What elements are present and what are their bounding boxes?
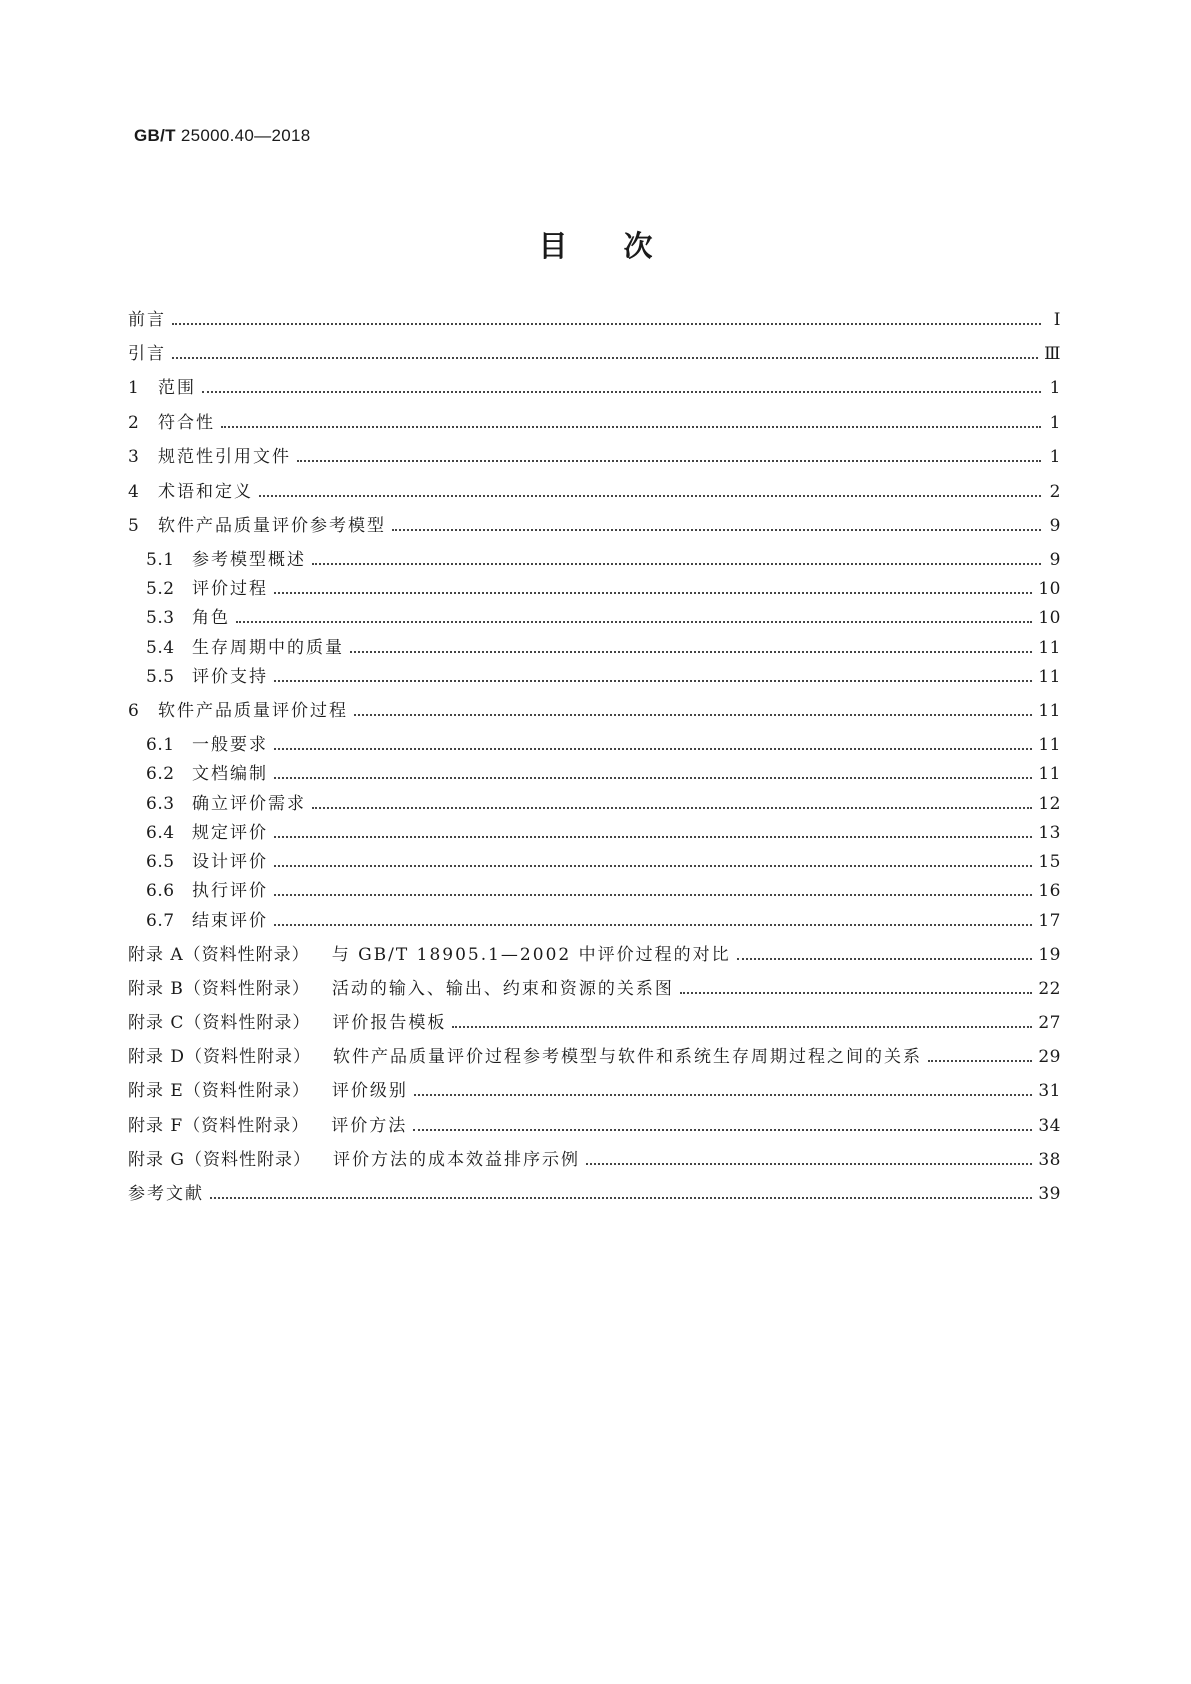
toc-entry[interactable] xyxy=(146,545,1061,571)
toc-entry[interactable] xyxy=(128,408,1061,434)
toc-entry[interactable] xyxy=(128,373,1061,399)
toc-entry[interactable] xyxy=(128,1076,1061,1102)
toc-entry-number: 附录 C（资料性附录） xyxy=(128,1013,311,1033)
toc-entry[interactable] xyxy=(146,633,1061,659)
toc-entry-text: 引言 xyxy=(128,344,166,364)
toc-entry-text: 活动的输入、输出、约束和资源的关系图 xyxy=(331,979,674,999)
toc-page-number: 1 xyxy=(1049,447,1061,467)
toc-entry-text: 软件产品质量评价参考模型 xyxy=(158,516,386,536)
toc-entry-label xyxy=(128,1149,580,1171)
toc-entry-text: 规范性引用文件 xyxy=(158,447,291,467)
toc-entry-number: 4 xyxy=(128,482,140,502)
toc-entry-text: 评价支持 xyxy=(192,667,268,687)
toc-entry-number: 5.4 xyxy=(146,638,175,658)
toc-entry-text: 前言 xyxy=(128,310,166,330)
toc-leader-dots xyxy=(354,713,1032,716)
toc-entry[interactable] xyxy=(128,1008,1061,1034)
toc-entry-text: 结束评价 xyxy=(192,911,268,931)
toc-page-number: 11 xyxy=(1038,701,1061,721)
toc-entry-label xyxy=(128,1115,407,1137)
toc-entry-label xyxy=(128,515,386,537)
toc-page-number: 29 xyxy=(1038,1047,1061,1067)
toc-leader-dots xyxy=(392,528,1041,531)
toc-entry-number: 附录 G（资料性附录） xyxy=(128,1150,311,1170)
toc-page-number: 11 xyxy=(1038,667,1061,687)
toc-entry-label xyxy=(146,910,268,932)
toc-entry[interactable] xyxy=(146,847,1061,873)
toc-entry-text: 与 GB/T 18905.1—2002 中评价过程的对比 xyxy=(331,945,731,965)
toc-entry-number: 2 xyxy=(128,413,140,433)
toc-entry-label xyxy=(128,1012,446,1034)
toc-entry-text: 角色 xyxy=(192,608,230,628)
toc-entry[interactable] xyxy=(146,574,1061,600)
toc-entry-number: 6.1 xyxy=(146,735,175,755)
toc-page-number: 2 xyxy=(1049,482,1061,502)
toc-leader-dots xyxy=(274,835,1032,838)
toc-page-number: 15 xyxy=(1038,852,1061,872)
toc-page-number: 38 xyxy=(1038,1150,1061,1170)
toc-page-number: 9 xyxy=(1049,550,1061,570)
toc-entry-label xyxy=(128,481,253,503)
toc-entry-label xyxy=(146,793,306,815)
toc-entry-number: 5.1 xyxy=(146,550,175,570)
toc-entry-label xyxy=(128,446,291,468)
toc-page-number: 19 xyxy=(1038,945,1061,965)
toc-entry[interactable] xyxy=(146,876,1061,902)
toc-entry-text: 文档编制 xyxy=(192,764,268,784)
toc-leader-dots xyxy=(274,923,1032,926)
toc-page-number: Ⅲ xyxy=(1044,344,1061,364)
toc-leader-dots xyxy=(274,591,1032,594)
toc-entry-number: 6 xyxy=(128,701,140,721)
toc-entry-number: 6.2 xyxy=(146,764,175,784)
toc-page-number: 1 xyxy=(1049,413,1061,433)
standard-prefix: GB/T xyxy=(134,126,176,145)
toc-page-number: 31 xyxy=(1038,1081,1061,1101)
toc-entry-label xyxy=(128,700,348,722)
toc-entry-text: 评价方法 xyxy=(331,1116,408,1136)
toc-entry-number: 6.3 xyxy=(146,794,175,814)
toc-leader-dots xyxy=(210,1196,1032,1199)
standard-number: 25000.40—2018 xyxy=(180,126,311,145)
toc-entry-number: 6.4 xyxy=(146,823,175,843)
toc-leader-dots xyxy=(413,1128,1032,1131)
toc-leader-dots xyxy=(928,1059,1032,1062)
toc-entry[interactable] xyxy=(128,1111,1061,1137)
toc-leader-dots xyxy=(274,776,1032,779)
toc-entry-label xyxy=(146,763,268,785)
toc-leader-dots xyxy=(350,650,1032,653)
toc-entry[interactable] xyxy=(128,940,1061,966)
toc-entry-label xyxy=(146,666,268,688)
toc-entry[interactable] xyxy=(146,603,1061,629)
toc-entry-number: 6.6 xyxy=(146,881,175,901)
toc-entry[interactable] xyxy=(128,339,1061,365)
toc-entry-text: 参考文献 xyxy=(128,1184,204,1204)
toc-page-number: 22 xyxy=(1038,979,1061,999)
toc-entry-label xyxy=(128,343,166,365)
toc-leader-dots xyxy=(680,991,1032,994)
toc-entry[interactable] xyxy=(146,730,1061,756)
toc-entry-label xyxy=(146,851,268,873)
toc-entry-number: 附录 E（资料性附录） xyxy=(128,1081,310,1101)
toc-entry-number: 5.2 xyxy=(146,579,175,599)
toc-entry[interactable] xyxy=(128,477,1061,503)
toc-entry-text: 确立评价需求 xyxy=(192,794,306,814)
toc-entry[interactable] xyxy=(128,511,1061,537)
toc-entry-label xyxy=(128,377,196,399)
toc-leader-dots xyxy=(312,562,1041,565)
toc-leader-dots xyxy=(274,864,1032,867)
toc-entry-text: 生存周期中的质量 xyxy=(192,638,344,658)
toc-leader-dots xyxy=(202,390,1041,393)
toc-entry-number: 5 xyxy=(128,516,140,536)
toc-entry-label xyxy=(128,1080,408,1102)
toc-entry[interactable] xyxy=(128,974,1061,1000)
toc-page-number: 17 xyxy=(1038,911,1061,931)
toc-page-number: 27 xyxy=(1038,1013,1061,1033)
toc-entry-number: 3 xyxy=(128,447,140,467)
toc-entry-text: 执行评价 xyxy=(192,881,268,901)
toc-entry-text: 范围 xyxy=(158,378,196,398)
toc-leader-dots xyxy=(259,494,1041,497)
toc-entry-label xyxy=(146,578,268,600)
toc-leader-dots xyxy=(274,893,1032,896)
toc-entry-text: 软件产品质量评价过程 xyxy=(158,701,348,721)
toc-page-number: 1 xyxy=(1049,378,1061,398)
toc-entry-text: 软件产品质量评价过程参考模型与软件和系统生存周期过程之间的关系 xyxy=(333,1047,923,1067)
toc-entry-number: 1 xyxy=(128,378,140,398)
toc-entry[interactable] xyxy=(128,442,1061,468)
toc-entry[interactable] xyxy=(146,759,1061,785)
toc-entry-label xyxy=(146,549,306,571)
toc-leader-dots xyxy=(312,806,1032,809)
toc-entry[interactable] xyxy=(146,662,1061,688)
toc-page-number: 10 xyxy=(1038,608,1061,628)
toc-entry-label xyxy=(146,637,344,659)
toc-entry[interactable] xyxy=(146,789,1061,815)
toc-entry-label xyxy=(128,1046,922,1068)
toc-entry[interactable] xyxy=(128,1179,1061,1205)
toc-entry-number: 5.3 xyxy=(146,608,175,628)
toc-entry[interactable] xyxy=(128,1145,1061,1171)
toc-entry-number: 5.5 xyxy=(146,667,175,687)
toc-entry-label xyxy=(128,309,166,331)
toc-leader-dots xyxy=(274,747,1032,750)
toc-entry-number: 6.5 xyxy=(146,852,175,872)
toc-entry-number: 附录 B（资料性附录） xyxy=(128,979,310,999)
toc-page-number: 16 xyxy=(1038,881,1061,901)
toc-leader-dots xyxy=(452,1025,1032,1028)
toc-entry-text: 设计评价 xyxy=(192,852,268,872)
toc-leader-dots xyxy=(172,356,1038,359)
toc-page-number: 11 xyxy=(1038,735,1061,755)
toc-entry[interactable] xyxy=(128,696,1061,722)
toc-leader-dots xyxy=(414,1093,1033,1096)
toc-entry[interactable] xyxy=(146,818,1061,844)
toc-entry[interactable] xyxy=(146,906,1061,932)
toc-page-number: 34 xyxy=(1038,1116,1061,1136)
toc-leader-dots xyxy=(297,459,1041,462)
toc-entry-label xyxy=(146,880,268,902)
toc-entry-label xyxy=(128,412,215,434)
toc-entry-label xyxy=(146,607,230,629)
toc-entry-text: 规定评价 xyxy=(192,823,268,843)
toc-page-number: 11 xyxy=(1038,764,1061,784)
toc-page-number: 10 xyxy=(1038,579,1061,599)
toc-entry-number: 6.7 xyxy=(146,911,175,931)
toc-entry-label xyxy=(128,978,674,1000)
toc-leader-dots xyxy=(236,620,1032,623)
toc-entry-text: 评价方法的成本效益排序示例 xyxy=(332,1150,580,1170)
toc-leader-dots xyxy=(221,425,1041,428)
toc-page-number: Ⅰ xyxy=(1053,310,1061,330)
toc-leader-dots xyxy=(586,1162,1032,1165)
toc-entry[interactable] xyxy=(128,305,1061,331)
page-title: 目次 xyxy=(538,229,709,263)
toc-page-number: 12 xyxy=(1038,794,1061,814)
toc-page-number: 39 xyxy=(1038,1184,1061,1204)
toc-entry-text: 评价报告模板 xyxy=(332,1013,447,1033)
toc-entry-label xyxy=(128,944,731,966)
toc-entry-label xyxy=(128,1183,204,1205)
toc-entry-text: 参考模型概述 xyxy=(192,550,306,570)
toc-entry-text: 术语和定义 xyxy=(158,482,253,502)
toc-entry-text: 一般要求 xyxy=(192,735,268,755)
toc-entry-number: 附录 F（资料性附录） xyxy=(128,1116,310,1136)
toc-entry-number: 附录 A（资料性附录） xyxy=(128,945,310,965)
toc-leader-dots xyxy=(737,957,1033,960)
toc-entry-text: 符合性 xyxy=(158,413,215,433)
toc-leader-dots xyxy=(172,322,1041,325)
toc-entry-number: 附录 D（资料性附录） xyxy=(128,1047,312,1067)
toc-page-number: 9 xyxy=(1049,516,1061,536)
toc-entry-label xyxy=(146,822,268,844)
toc-leader-dots xyxy=(274,679,1032,682)
toc-page-number: 11 xyxy=(1038,638,1061,658)
toc-entry[interactable] xyxy=(128,1042,1061,1068)
toc-page-number: 13 xyxy=(1038,823,1061,843)
toc-entry-text: 评价过程 xyxy=(192,579,268,599)
toc-entry-label xyxy=(146,734,268,756)
toc-entry-text: 评价级别 xyxy=(331,1081,408,1101)
